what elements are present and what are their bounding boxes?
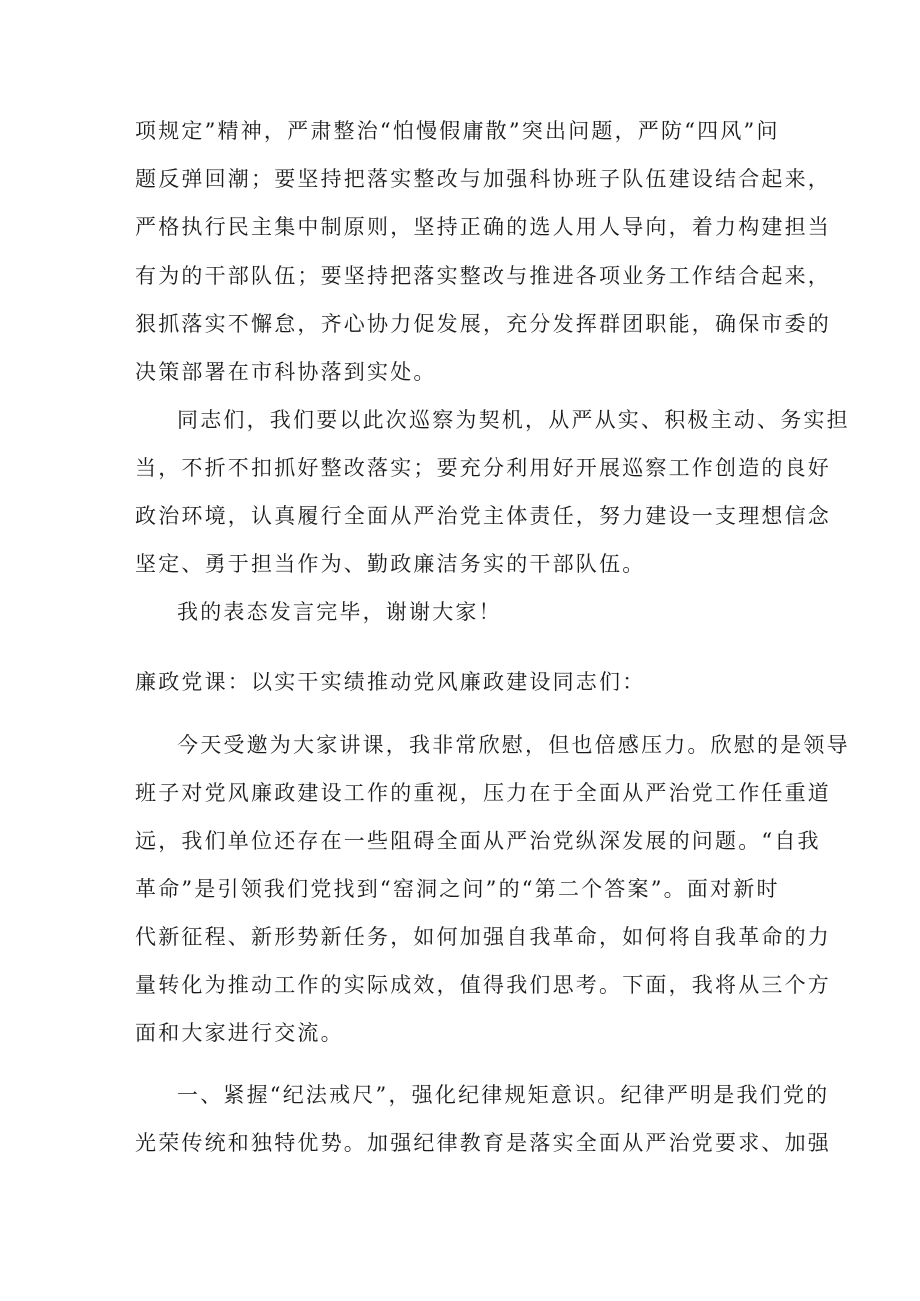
section-heading: 廉政党课：以实干实绩推动党风廉政建设同志们： — [135, 670, 646, 694]
text-line: 面和大家进行交流。 — [135, 1021, 344, 1045]
text-line: 远，我们单位还存在一些阻碍全面从严治党纵深发展的问题。“自我 — [135, 829, 821, 853]
text-line: 决策部署在市科协落到实处。 — [135, 360, 437, 384]
text-line: 政治环境，认真履行全面从严治党主体责任，努力建设一支理想信念 — [135, 504, 831, 528]
text-line: 严格执行民主集中制原则，坚持正确的选人用人导向，着力构建担当 — [135, 215, 831, 239]
text-line: 光荣传统和独特优势。加强纪律教育是落实全面从严治党要求、加强 — [135, 1131, 831, 1155]
text-line: 狠抓落实不懈怠，齐心协力促发展，充分发挥群团职能，确保市委的 — [135, 312, 831, 336]
text-line: 量转化为推动工作的实际成效，值得我们思考。下面，我将从三个方 — [135, 973, 831, 997]
text-line: 项规定”精神，严肃整治“怕慢假庸散”突出问题，严防“四风”问 — [135, 119, 780, 143]
text-line: 今天受邀为大家讲课，我非常欣慰，但也倍感压力。欣慰的是领导 — [177, 733, 850, 757]
text-line: 坚定、勇于担当作为、勤政廉洁务实的干部队伍。 — [135, 552, 646, 576]
text-line: 革命”是引领我们党找到“窑洞之问”的“第二个答案”。面对新时 — [135, 877, 780, 901]
text-line: 班子对党风廉政建设工作的重视，压力在于全面从严治党工作任重道 — [135, 781, 831, 805]
text-line: 我的表态发言完毕，谢谢大家！ — [177, 600, 502, 624]
text-line: 一、紧握“纪法戒尺”，强化纪律规矩意识。纪律严明是我们党的 — [177, 1083, 830, 1107]
text-line: 同志们，我们要以此次巡察为契机，从严从实、积极主动、务实担 — [177, 408, 850, 432]
text-line: 题反弹回潮；要坚持把落实整改与加强科协班子队伍建设结合起来， — [135, 167, 831, 191]
text-line: 有为的干部队伍；要坚持把落实整改与推进各项业务工作结合起来， — [135, 264, 831, 288]
text-line: 代新征程、新形势新任务，如何加强自我革命，如何将自我革命的力 — [135, 925, 831, 949]
text-line: 当，不折不扣抓好整改落实；要充分利用好开展巡察工作创造的良好 — [135, 456, 831, 480]
